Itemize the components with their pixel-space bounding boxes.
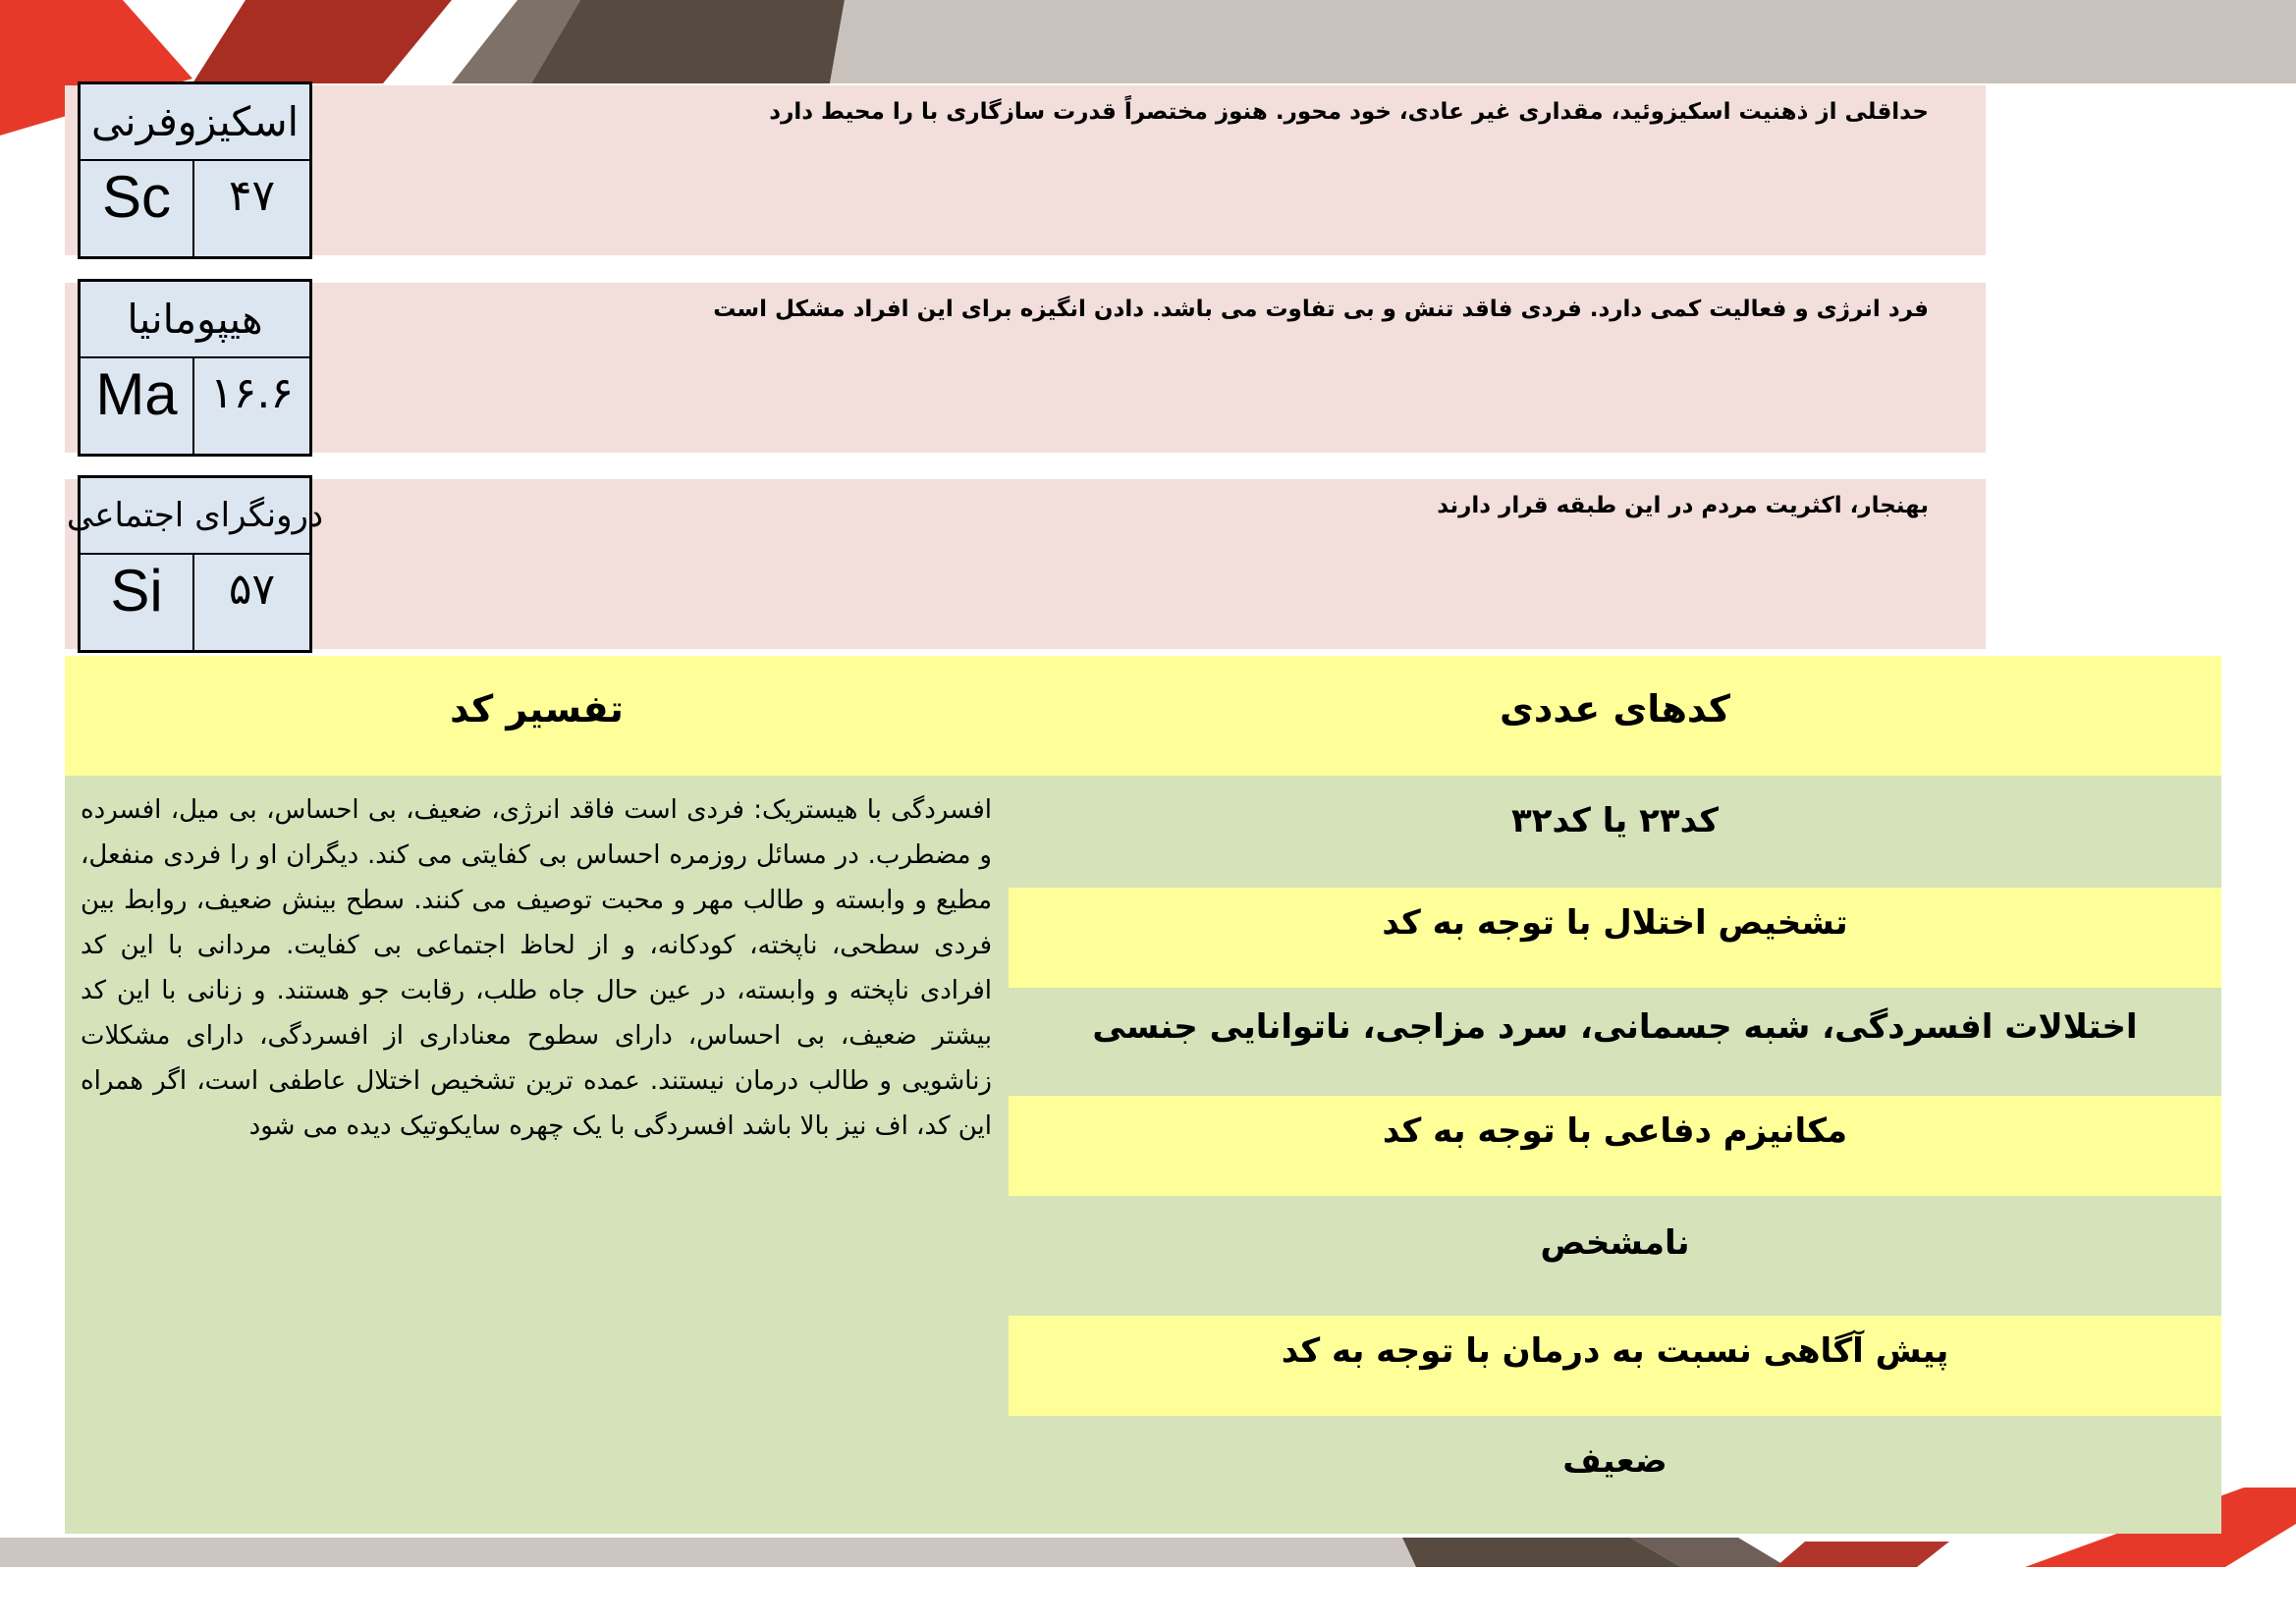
top-stripe-dark-red (192, 0, 452, 83)
header-numeric-codes: کدهای عددی (1500, 687, 1730, 731)
scale-band-sc (65, 85, 1986, 255)
table-row-defense-title: مکانیزم دفاعی با توجه به کد (1382, 1111, 1848, 1151)
table-row-defense-value: نامشخص (1540, 1223, 1690, 1263)
scale-box-si (66, 475, 324, 653)
table-row-prognosis-value: ضعیف (1562, 1441, 1667, 1481)
table-row-diagnosis-title: تشخیص اختلال با توجه به کد (1382, 903, 1848, 943)
bottom-stripe-dark-red (1776, 1542, 1949, 1567)
scale-band-ma (65, 283, 1986, 453)
scale-score-si: ۵۷ (228, 565, 276, 615)
table-row-code: کد۲۳ یا کد۳۲ (1510, 801, 1720, 840)
scale-score-sc: ۴۷ (228, 171, 276, 221)
top-band-light-gray (830, 0, 2296, 83)
top-stripe-dark-brown (531, 0, 845, 83)
table-header-row (65, 656, 2221, 776)
scale-score-ma: ۱۶.۶ (210, 368, 294, 418)
header-code-interpretation: تفسیر کد (450, 687, 624, 731)
scale-name-si: درونگرای اجتماعی (81, 478, 309, 555)
scale-description-ma: فرد انرژی و فعالیت کمی دارد. فردی فاقد تنش و بی تفاوت می باشد. دادن انگیزه برای این افراد مشکل است (713, 297, 1929, 322)
scale-description-sc: حداقلی از ذهنیت اسکیزوئید، مقداری غیر عادی، خود محور. هنوز مختصراً قدرت سازگاری با را محیط دارد (769, 99, 1929, 125)
bottom-stripe-tan (0, 1538, 1416, 1567)
scale-symbol-sc: Sc (81, 161, 194, 256)
code-interpretation-table (65, 656, 2221, 1534)
scale-box-ma (78, 279, 312, 457)
scale-band-si (65, 479, 1986, 649)
table-row-diagnosis-value: اختلالات افسردگی، شبه جسمانی، سرد مزاجی، ناتوانایی جنسی (1092, 1007, 2138, 1047)
code-interpretation-text: افسردگی با هیستریک: فردی است فاقد انرژی، ضعیف، بی احساس، بی میل، افسرده و مضطرب. در مسائل روزمره احساس بی کفایتی می کند. دیگران او را فردی منفعل، مطیع و وابسته و طالب مهر و محبت توصیف می کنند. سطح بینش ضعیف، روابط بین فردی سطحی، ناپخته، کودکانه، و از لحاظ اجتماعی بی کفایت. مردانی با این کد افرادی ناپخته و وابسته، در عین حال جاه طلب، رقابت جو هستند. و زنانی با این کد بیشتر ضعیف، بی احساس، دارای سطوح معناداری از افسردگی، دارای مشکلات زناشویی و طالب درمان نیستند. عمده ترین تشخیص اختلال عاطفی است، اگر همراه این کد، اف نیز بالا باشد افسردگی با یک چهره سایکوتیک دیده می شود (81, 795, 992, 1141)
scale-symbol-si: Si (81, 555, 194, 650)
scale-name-ma: هیپومانیا (81, 282, 309, 358)
scale-symbol-ma: Ma (81, 358, 194, 454)
scale-description-si: بهنجار، اکثریت مردم در این طبقه قرار دارند (1437, 493, 1929, 518)
scale-name-sc: اسکیزوفرنی (81, 84, 309, 161)
table-row-prognosis-title: پیش آگاهی نسبت به درمان با توجه به کد (1281, 1331, 1949, 1371)
scale-box-sc (78, 81, 312, 259)
